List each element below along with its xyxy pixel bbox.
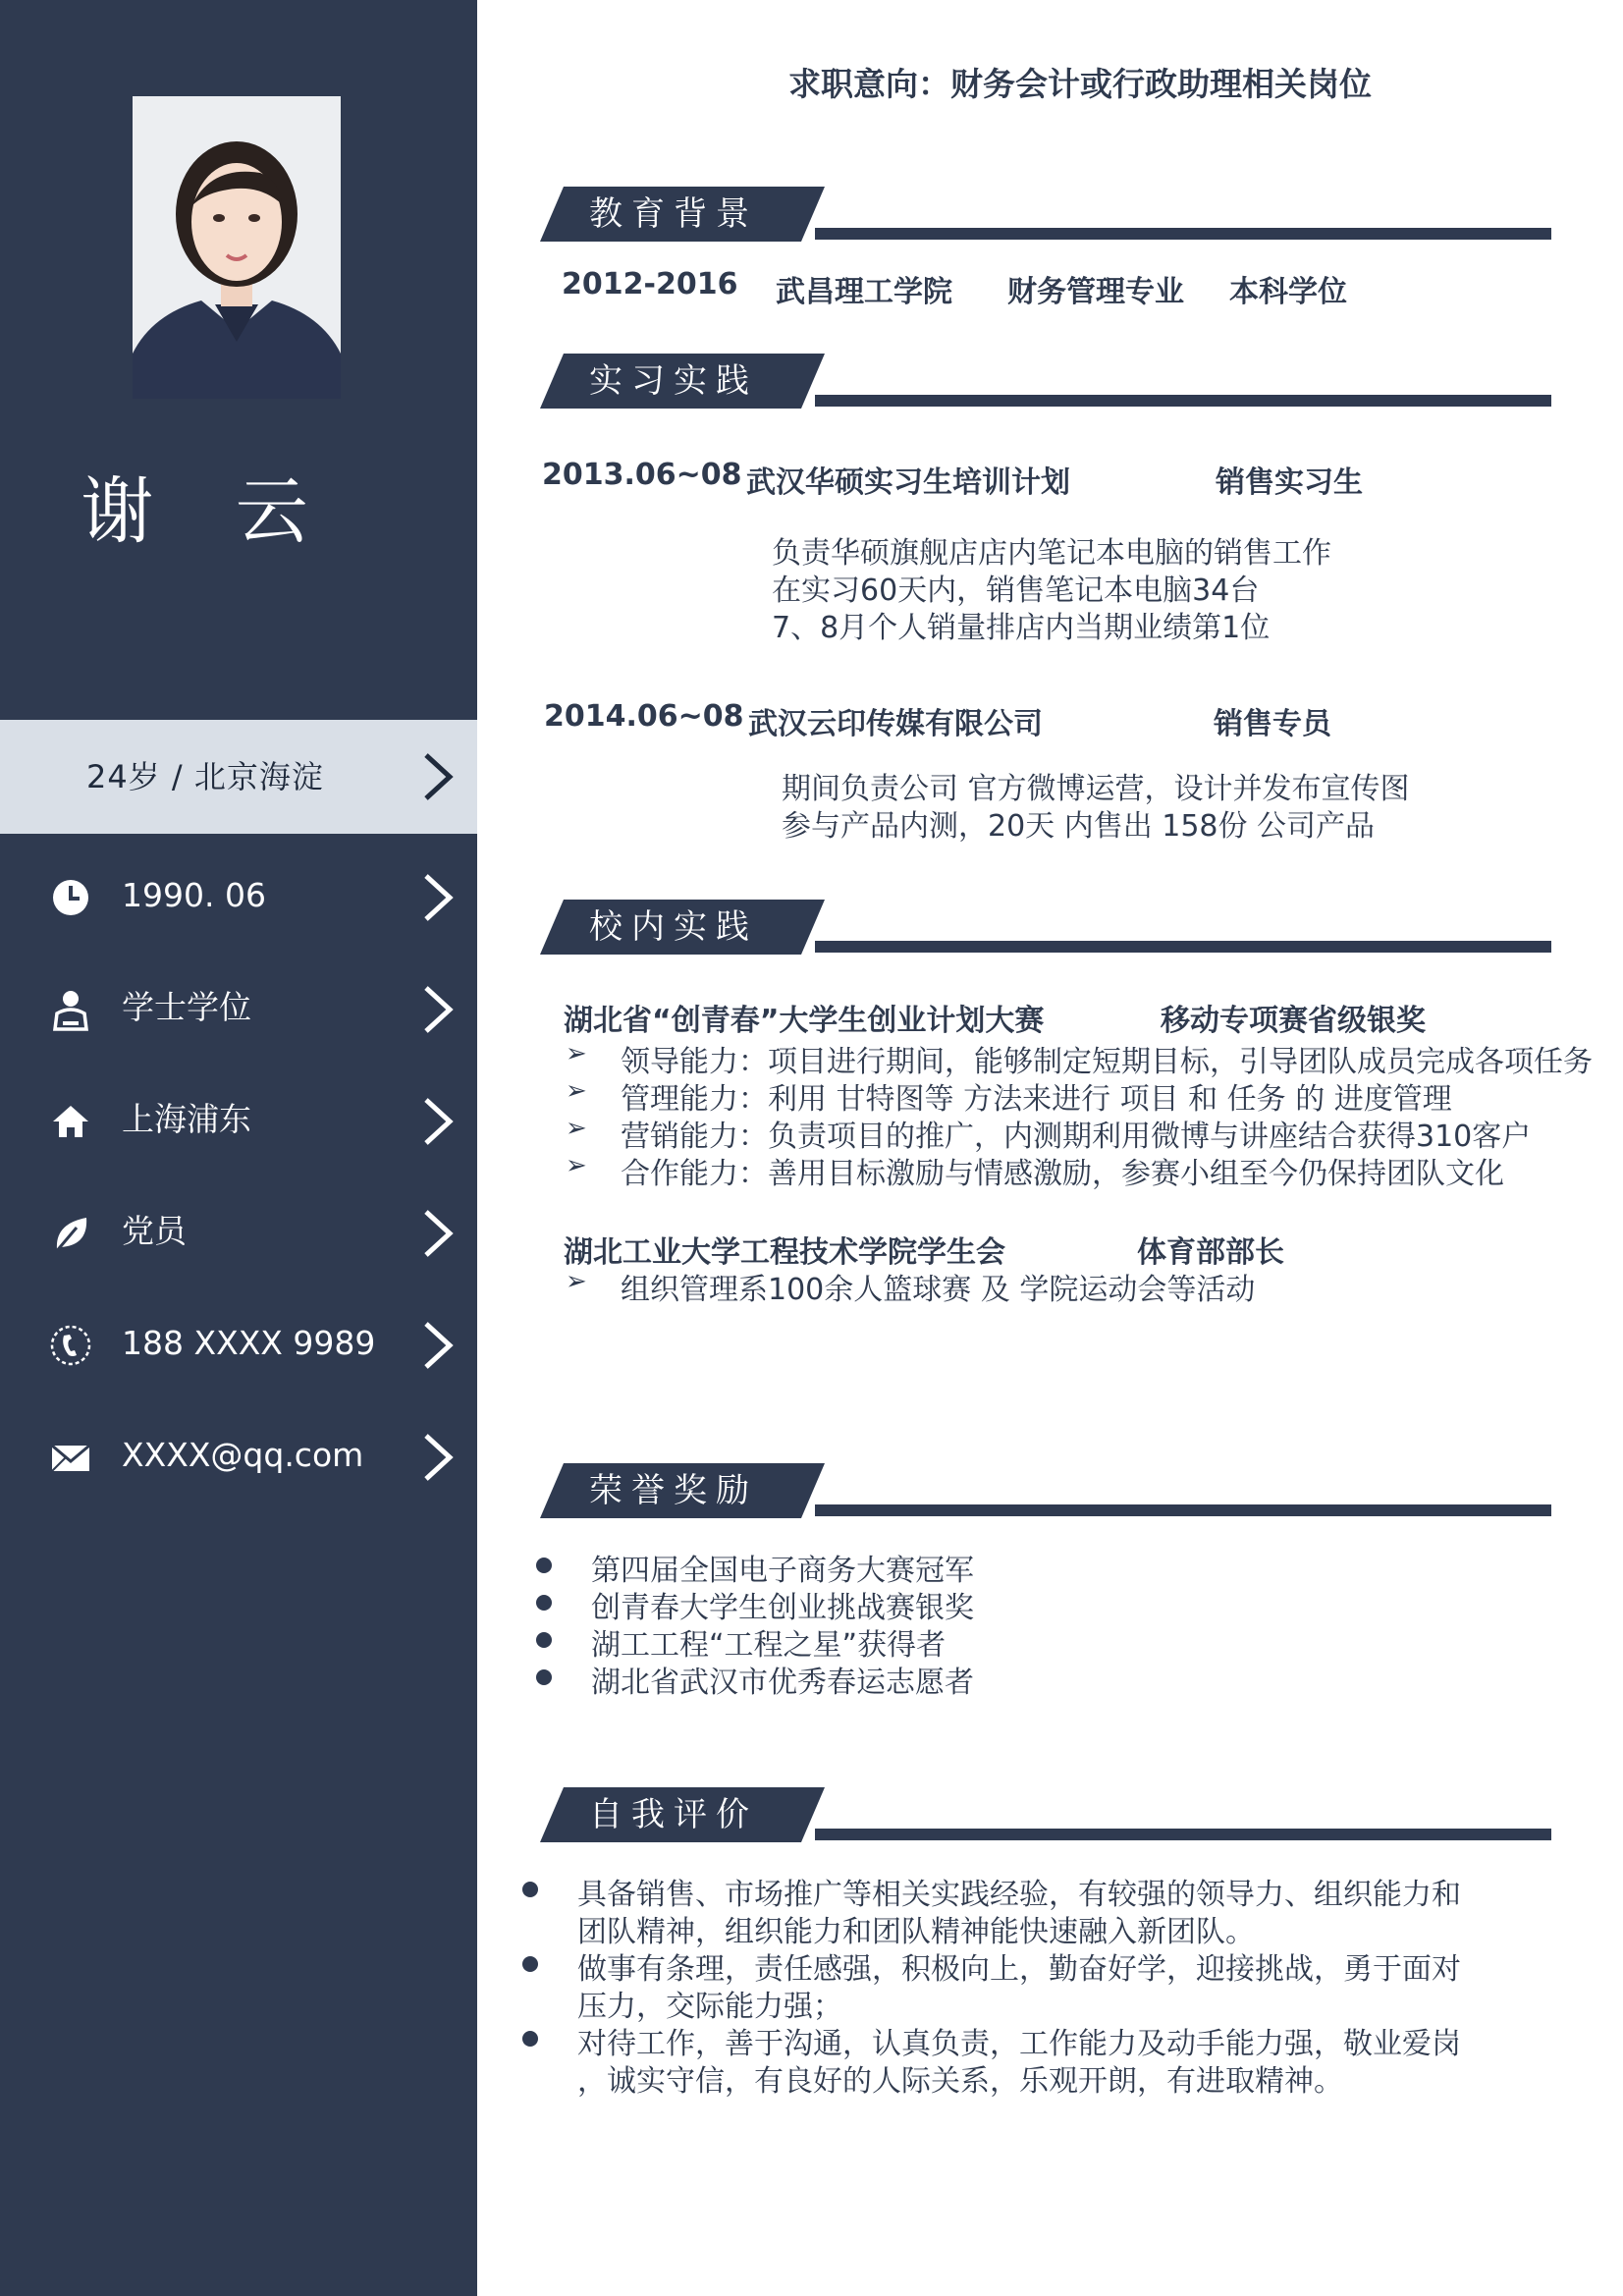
bullet-dot-icon: [522, 2031, 538, 2047]
honor-item: 第四届全国电子商务大赛冠军: [591, 1554, 974, 1588]
section-title: 荣誉奖励: [589, 1471, 758, 1510]
profile-photo: [133, 96, 341, 399]
intern-2-company: 武汉云印传媒有限公司: [748, 707, 1043, 741]
info-row-degree[interactable]: [0, 968, 477, 1047]
honor-item: 创青春大学生创业挑战赛银奖: [591, 1591, 974, 1625]
bullet-dot-icon: [536, 1558, 552, 1573]
chevron-right-icon: [406, 1092, 465, 1151]
intern-2-date: 2014.06~08: [544, 699, 744, 734]
info-row-birth[interactable]: [0, 856, 477, 935]
bullet-dot-icon: [536, 1632, 552, 1648]
section-divider: [815, 228, 1551, 240]
intern-1-line: 负责华硕旗舰店店内笔记本电脑的销售工作: [772, 536, 1331, 571]
arrow-bullet-icon: ➢: [566, 1076, 587, 1106]
birth-text: 1990. 06: [122, 876, 266, 914]
campus-1-title: 湖北省“创青春”大学生创业计划大赛: [564, 1004, 1045, 1038]
self-eval-line: ，诚实守信，有良好的人际关系，乐观开朗，有进取精神。: [577, 2064, 1343, 2099]
edu-major: 财务管理专业: [1007, 275, 1184, 309]
bullet-dot-icon: [536, 1595, 552, 1611]
honor-item: 湖工工程“工程之星”获得者: [591, 1628, 947, 1663]
bullet-dot-icon: [522, 1882, 538, 1897]
section-header-self: [540, 1787, 1551, 1856]
arrow-bullet-icon: ➢: [566, 1114, 587, 1143]
section-header-campus: [540, 900, 1551, 968]
campus-1-item: 营销能力：负责项目的推广，内测期利用微博与讲座结合获得310客户: [621, 1120, 1532, 1154]
location-text: 上海浦东: [122, 1100, 251, 1138]
campus-1-item: 合作能力：善用目标激励与情感激励，参赛小组至今仍保持团队文化: [621, 1157, 1504, 1191]
intern-2-line: 期间负责公司 官方微博运营，设计并发布宣传图: [782, 772, 1410, 806]
bullet-dot-icon: [536, 1669, 552, 1685]
intern-1-role: 销售实习生: [1216, 465, 1363, 500]
info-row-location[interactable]: [0, 1080, 477, 1159]
intern-1-date: 2013.06~08: [542, 458, 742, 492]
phone-text: 188 XXXX 9989: [122, 1324, 376, 1362]
edu-school: 武昌理工学院: [776, 275, 952, 309]
arrow-bullet-icon: ➢: [566, 1039, 587, 1068]
self-eval-line: 对待工作，善于沟通，认真负责，工作能力及动手能力强，敬业爱岗: [577, 2027, 1461, 2061]
leaf-icon: [49, 1212, 92, 1255]
intern-1-line: 在实习60天内，销售笔记本电脑34台: [772, 574, 1260, 608]
self-eval-line: 具备销售、市场推广等相关实践经验，有较强的领导力、组织能力和: [577, 1878, 1461, 1912]
section-title: 校内实践: [589, 907, 758, 947]
age-location-text: 24岁 / 北京海淀: [86, 758, 324, 795]
self-eval-line: 做事有条理，责任感强，积极向上，勤奋好学，迎接挑战，勇于面对: [577, 1952, 1461, 1987]
candidate-name: 谢 云: [81, 469, 338, 554]
arrow-bullet-icon: ➢: [566, 1267, 587, 1296]
campus-1-award: 移动专项赛省级银奖: [1161, 1004, 1426, 1038]
arrow-bullet-icon: ➢: [566, 1151, 587, 1180]
edu-period: 2012-2016: [562, 267, 738, 301]
campus-2-award: 体育部部长: [1137, 1235, 1284, 1270]
campus-2-title: 湖北工业大学工程技术学院学生会: [564, 1235, 1005, 1270]
edu-degree: 本科学位: [1229, 275, 1347, 309]
chevron-right-icon: [406, 1204, 465, 1263]
self-eval-line: 压力，交际能力强；: [577, 1990, 842, 2024]
sidebar: [0, 0, 477, 2296]
intern-1-company: 武汉华硕实习生培训计划: [746, 465, 1070, 500]
age-location-band[interactable]: [0, 720, 477, 834]
campus-1-item: 领导能力：项目进行期间，能够制定短期目标，引导团队成员完成各项任务: [621, 1045, 1593, 1079]
section-divider: [815, 395, 1551, 407]
info-row-email[interactable]: [0, 1416, 477, 1495]
section-header-internship: [540, 354, 1551, 422]
section-divider: [815, 1504, 1551, 1516]
section-divider: [815, 1829, 1551, 1840]
section-divider: [815, 941, 1551, 953]
campus-1-item: 管理能力：利用 甘特图等 方法来进行 项目 和 任务 的 进度管理: [621, 1082, 1452, 1117]
chevron-right-icon: [406, 747, 465, 806]
section-header-honors: [540, 1463, 1551, 1532]
campus-2-item: 组织管理系100余人篮球赛 及 学院运动会等活动: [621, 1273, 1256, 1307]
chevron-right-icon: [406, 1428, 465, 1487]
home-icon: [49, 1100, 92, 1143]
info-row-phone[interactable]: [0, 1304, 477, 1383]
section-title: 教育背景: [589, 194, 758, 234]
job-objective: 求职意向：财务会计或行政助理相关岗位: [788, 65, 1372, 103]
intern-2-role: 销售专员: [1214, 707, 1331, 741]
section-title: 自我评价: [589, 1795, 758, 1834]
graduate-icon: [49, 988, 92, 1031]
chevron-right-icon: [406, 868, 465, 927]
phone-icon: [49, 1324, 92, 1367]
mail-icon: [49, 1436, 92, 1479]
intern-2-line: 参与产品内测，20天 内售出 158份 公司产品: [782, 809, 1376, 844]
self-eval-line: 团队精神，组织能力和团队精神能快速融入新团队。: [577, 1915, 1255, 1949]
section-header-education: [540, 187, 1551, 255]
party-text: 党员: [122, 1212, 187, 1250]
section-title: 实习实践: [589, 361, 758, 401]
clock-icon: [49, 876, 92, 919]
email-text: XXXX@qq.com: [122, 1436, 364, 1474]
honor-item: 湖北省武汉市优秀春运志愿者: [591, 1666, 974, 1700]
chevron-right-icon: [406, 1316, 465, 1375]
bullet-dot-icon: [522, 1956, 538, 1972]
degree-text: 学士学位: [122, 988, 251, 1026]
info-row-party[interactable]: [0, 1192, 477, 1271]
chevron-right-icon: [406, 980, 465, 1039]
intern-1-line: 7、8月个人销量排店内当期业绩第1位: [772, 611, 1271, 645]
